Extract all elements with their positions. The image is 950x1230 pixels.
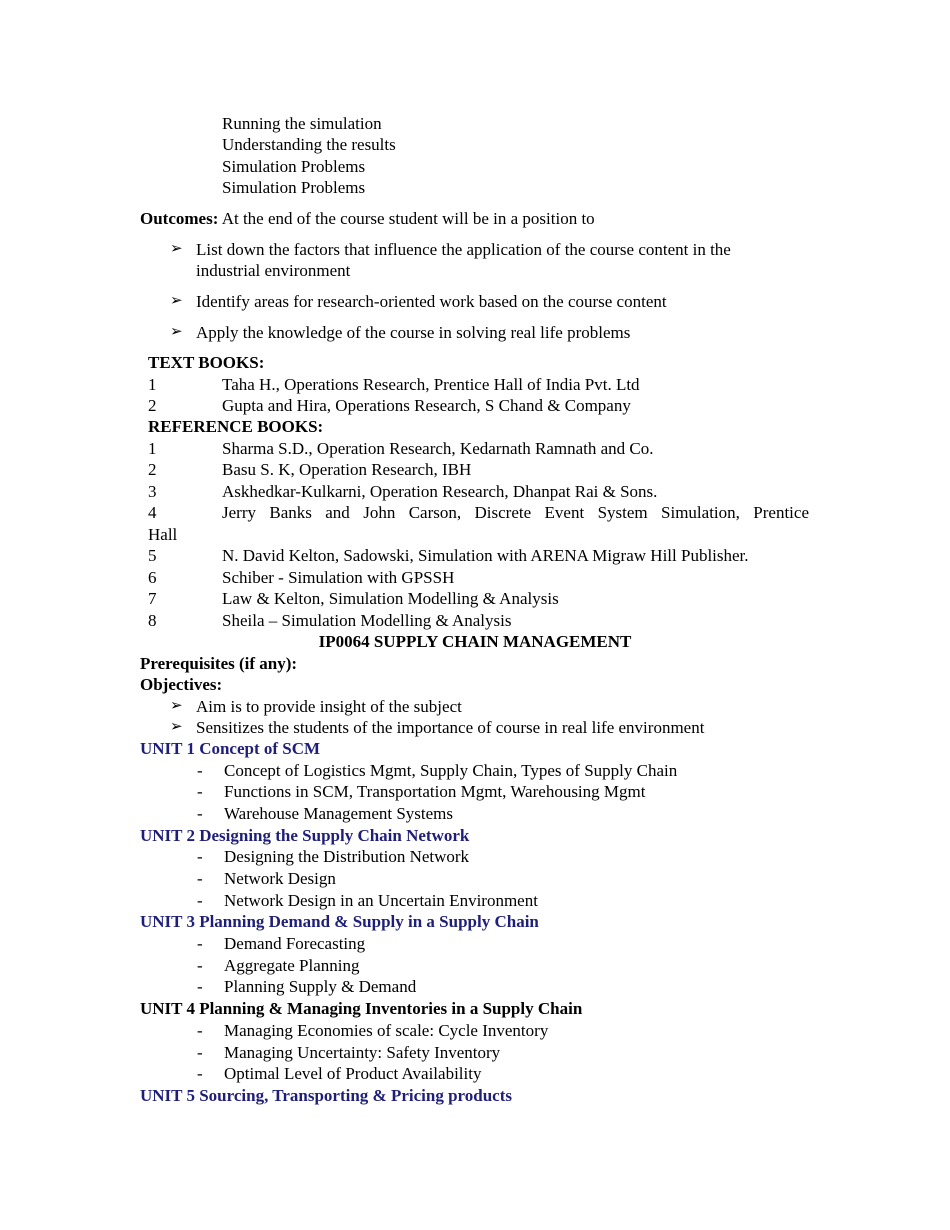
dash-bullet: -: [197, 869, 203, 888]
dash-bullet: -: [197, 804, 203, 823]
book-entry: N. David Kelton, Sadowski, Simulation with ARENA Migraw Hill Publisher.: [222, 546, 749, 565]
book-number: 5: [148, 546, 157, 565]
unit-topic: Warehouse Management Systems: [224, 804, 454, 823]
unit-heading: UNIT 4 Planning & Managing Inventories in a Supply Chain: [140, 999, 583, 1018]
book-entry: Jerry Banks and John Carson, Discrete Event System Simulation, Prentice: [222, 503, 809, 522]
arrow-bullet-icon: ➢: [170, 719, 183, 735]
objective-item: Sensitizes the students of the importance of course in real life environment: [196, 718, 705, 737]
outcomes-paragraph: [140, 208, 595, 229]
list-item: Simulation Problems: [222, 157, 366, 176]
book-number: 1: [148, 375, 157, 394]
list-item: Simulation Problems: [222, 178, 366, 197]
dash-bullet: -: [197, 1064, 203, 1083]
book-entry: Law & Kelton, Simulation Modelling & Analysis: [222, 589, 559, 608]
outcomes-intro: At the end of the course student will be in a position to: [221, 209, 595, 228]
unit-topic: Network Design: [224, 869, 336, 888]
unit-heading: UNIT 2 Designing the Supply Chain Network: [140, 826, 470, 845]
book-number: 8: [148, 611, 157, 630]
book-entry-continued: Hall: [148, 525, 178, 544]
dash-bullet: -: [197, 891, 203, 910]
book-entry: Sharma S.D., Operation Research, Kedarnath Ramnath and Co.: [222, 439, 654, 458]
outcome-item: List down the factors that influence the application of the course content in the: [196, 240, 731, 259]
unit-topic: Managing Economies of scale: Cycle Inventory: [224, 1021, 549, 1040]
outcome-item: Identify areas for research-oriented work based on the course content: [196, 292, 667, 311]
dash-bullet: -: [197, 847, 203, 866]
book-entry: Schiber - Simulation with GPSSH: [222, 568, 455, 587]
unit-topic: Network Design in an Uncertain Environment: [224, 891, 538, 910]
unit-topic: Managing Uncertainty: Safety Inventory: [224, 1043, 501, 1062]
unit-heading: UNIT 3 Planning Demand & Supply in a Supply Chain: [140, 912, 539, 931]
arrow-bullet-icon: ➢: [170, 293, 183, 309]
arrow-bullet-icon: ➢: [170, 241, 183, 257]
outcome-item: Apply the knowledge of the course in solving real life problems: [196, 323, 631, 342]
dash-bullet: -: [197, 761, 203, 780]
book-number: 2: [148, 396, 157, 415]
book-number: 4: [148, 503, 157, 522]
course-title: IP0064 SUPPLY CHAIN MANAGEMENT: [318, 632, 632, 651]
book-number: 6: [148, 568, 157, 587]
book-entry: Askhedkar-Kulkarni, Operation Research, Dhanpat Rai & Sons.: [222, 482, 658, 501]
dash-bullet: -: [197, 956, 203, 975]
text-books-heading: TEXT BOOKS:: [148, 353, 265, 372]
prerequisites-label: Prerequisites (if any):: [140, 654, 298, 673]
book-number: 3: [148, 482, 157, 501]
arrow-bullet-icon: ➢: [170, 324, 183, 340]
arrow-bullet-icon: ➢: [170, 698, 183, 714]
dash-bullet: -: [197, 1021, 203, 1040]
reference-books-heading: REFERENCE BOOKS:: [148, 417, 324, 436]
unit-topic: Optimal Level of Product Availability: [224, 1064, 482, 1083]
list-item: Understanding the results: [222, 135, 396, 154]
unit-topic: Functions in SCM, Transportation Mgmt, Warehousing Mgmt: [224, 782, 646, 801]
unit-topic: Planning Supply & Demand: [224, 977, 417, 996]
outcome-item-continued: industrial environment: [196, 261, 351, 280]
dash-bullet: -: [197, 1043, 203, 1062]
unit-heading: UNIT 1 Concept of SCM: [140, 739, 321, 758]
book-number: 7: [148, 589, 157, 608]
list-item: Running the simulation: [222, 114, 382, 133]
book-entry: Taha H., Operations Research, Prentice Hall of India Pvt. Ltd: [222, 375, 640, 394]
dash-bullet: -: [197, 934, 203, 953]
book-entry: Sheila – Simulation Modelling & Analysis: [222, 611, 512, 630]
dash-bullet: -: [197, 977, 203, 996]
book-entry: Gupta and Hira, Operations Research, S Chand & Company: [222, 396, 631, 415]
outcomes-label: Outcomes:: [140, 209, 219, 228]
unit-heading: UNIT 5 Sourcing, Transporting & Pricing products: [140, 1086, 513, 1105]
unit-topic: Demand Forecasting: [224, 934, 366, 953]
book-entry: Basu S. K, Operation Research, IBH: [222, 460, 472, 479]
dash-bullet: -: [197, 782, 203, 801]
objective-item: Aim is to provide insight of the subject: [196, 697, 462, 716]
objectives-label: Objectives:: [140, 675, 223, 694]
unit-topic: Designing the Distribution Network: [224, 847, 470, 866]
book-number: 1: [148, 439, 157, 458]
book-number: 2: [148, 460, 157, 479]
unit-topic: Concept of Logistics Mgmt, Supply Chain, Types of Supply Chain: [224, 761, 678, 780]
unit-topic: Aggregate Planning: [224, 956, 360, 975]
